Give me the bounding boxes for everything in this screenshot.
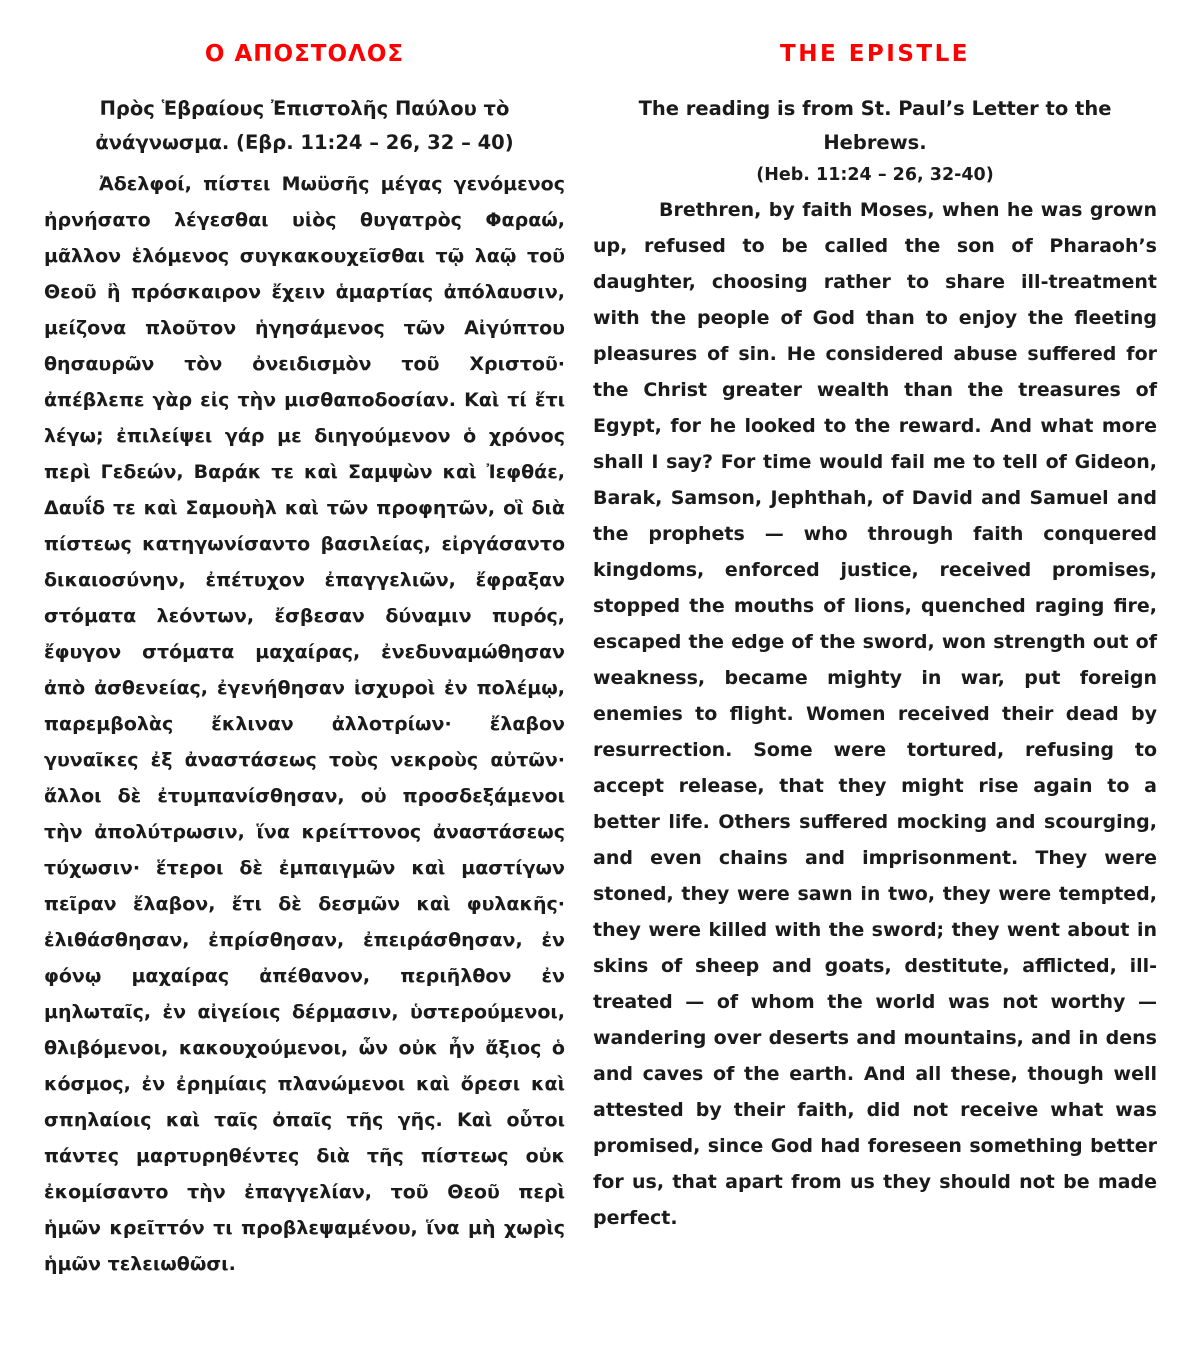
english-title: THE EPISTLE xyxy=(780,41,970,67)
greek-subtitle-line2: ἀνάγνωσμα. (Εβρ. 11:24 – 26, 32 – 40) xyxy=(95,131,514,154)
english-column xyxy=(593,40,1157,1353)
greek-subtitle-line1: Πρὸς Ἑβραίους Ἐπιστολῆς Παύλου τὸ xyxy=(99,97,510,120)
greek-body-text: Ἀδελφοί, πίστει Μωϋσῆς μέγας γενόμενος ἠρνήσατο λέγεσθαι υἱὸς θυγατρὸς Φαραώ, μᾶλλον ἑλόμενος συγκακουχεῖσθαι τῷ λαῷ τοῦ Θεοῦ ἢ πρόσκαιρον ἔχειν ἁμαρτίας ἀπόλαυσιν, μείζονα πλοῦτον ἡγησάμενος τῶν Αἰγύπτου θησαυρῶν τὸν ὀνειδισμὸν τοῦ Χριστοῦ· ἀπέβλεπε γὰρ εἰς τὴν μισθαποδοσίαν. Καὶ τί ἔτι λέγω; ἐπιλείψει γάρ με διηγούμενον ὁ χρόνος περὶ Γεδεών, Βαράκ τε καὶ Σαμψὼν καὶ Ἰεφθάε, Δαυΐδ τε καὶ Σαμουὴλ καὶ τῶν προφητῶν, οἳ διὰ πίστεως κατηγωνίσαντο βασιλείας, εἰργάσαντο δικαιοσύνην, ἐπέτυχον ἐπαγγελιῶν, ἔφραξαν στόματα λεόντων, ἔσβεσαν δύναμιν πυρός, ἔφυγον στόματα μαχαίρας, ἐνεδυναμώθησαν ἀπὸ ἀσθενείας, ἐγενήθησαν ἰσχυροὶ ἐν πολέμῳ, παρεμβολὰς ἔκλιναν ἀλλοτρίων· ἔλαβον γυναῖκες ἐξ ἀναστάσεως τοὺς νεκροὺς αὐτῶν· ἄλλοι δὲ ἐτυμπανίσθησαν, οὐ προσδεξάμενοι τὴν ἀπολύτρωσιν, ἵνα κρείττονος ἀναστάσεως τύχωσιν· ἕτεροι δὲ ἐμπαιγμῶν καὶ μαστίγων πεῖραν ἔλαβον, ἔτι δὲ δεσμῶν καὶ φυλακῆς· ἐλιθάσθησαν, ἐπρίσθησαν, ἐπειράσθησαν, ἐν φόνῳ μαχαίρας ἀπέθανον, περιῆλθον ἐν μηλωταῖς, ἐν αἰγείοις δέρμασιν, ὑστερούμενοι, θλιβόμενοι, κακουχούμενοι, ὧν οὐκ ἦν ἄξιος ὁ κόσμος, ἐν ἐρημίαις πλανώμενοι καὶ ὄρεσι καὶ σπηλαίοις καὶ ταῖς ὀπαῖς τῆς γῆς. Καὶ οὗτοι πάντες μαρτυρηθέντες διὰ τῆς πίστεως οὐκ ἐκομίσαντο τὴν ἐπαγγελίαν, τοῦ Θεοῦ περὶ ἡμῶν κρεῖττόν τι προβλεψαμένου, ἵνα μὴ χωρὶς ἡμῶν τελειωθῶσι. xyxy=(44,173,565,1275)
greek-column xyxy=(44,40,565,1353)
english-body-text: Brethren, by faith Moses, when he was grown up, refused to be called the son of Pharaoh’s daughter, choosing rather to share ill-treatment with the people of God than to enjoy the fleeting pleasures of sin. He considered abuse suffered for the Christ greater wealth than the treasures of Egypt, for he looked to the reward. And what more shall I say? For time would fail me to tell of Gideon, Barak, Samson, Jephthah, of David and Samuel and the prophets — who through faith conquered kingdoms, enforced justice, received promises, stopped the mouths of lions, quenched raging fire, escaped the edge of the sword, won strength out of weakness, became mighty in war, put foreign enemies to flight. Women received their dead by resurrection. Some were tortured, refusing to accept release, that they might rise again to a better life. Others suffered mocking and scourging, and even chains and imprisonment. They were stoned, they were sawn in two, they were tempted, they were killed with the sword; they went about in skins of sheep and goats, destitute, afflicted, ill-treated — of whom the world was not worthy — wandering over deserts and mountains, and in dens and caves of the earth. And all these, though well attested by their faith, did not receive what was promised, since God had foreseen something better for us, that apart from us they should not be made perfect. xyxy=(593,199,1157,1229)
greek-reading-subtitle xyxy=(44,92,565,160)
english-subtitle-line1: The reading is from St. Paul’s Letter to the Hebrews. xyxy=(638,97,1112,154)
greek-title: Ο ΑΠΟΣΤΟΛΟΣ xyxy=(204,41,405,67)
english-subtitle-line2: (Heb. 11:24 – 26, 32-40) xyxy=(756,165,994,185)
english-reading-subtitle xyxy=(593,92,1157,190)
